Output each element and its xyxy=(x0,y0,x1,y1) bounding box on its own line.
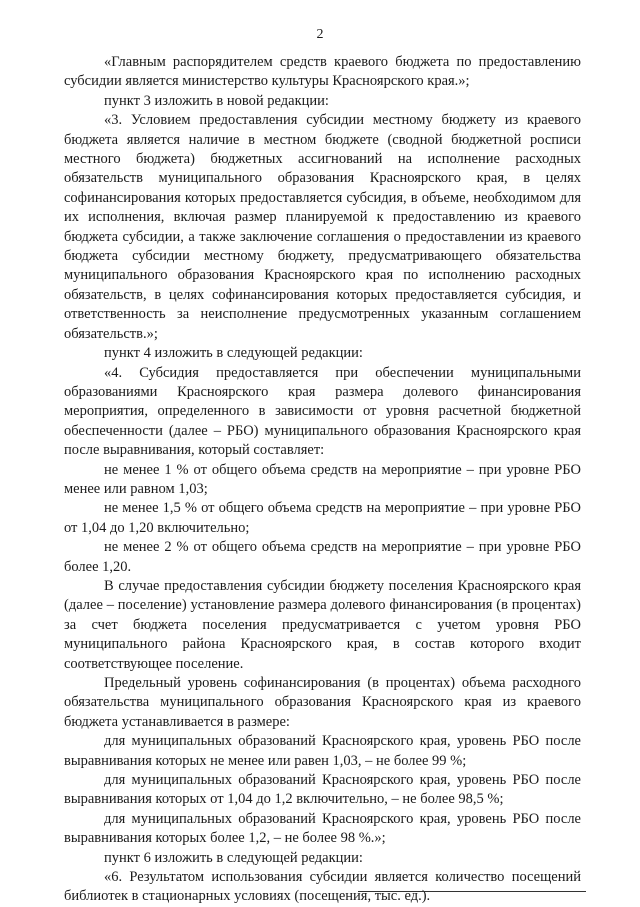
paragraph-point-3-text: «3. Условием предоставления субсидии местному бюджету из краевого бюджета является наличие в местном бюджете (сводной бюджетной росписи местного бюджета) бюджетных ассигнований на исполнение расходных обязательств муниципального образования Красноярского края, в целях софинансирования которых предоставляется субсидия, в объеме, необходимом для их исполнения, включая размер планируемой к предоставлению из краевого бюджета субсидии, а также заключение соглашения о предоставлении из краевого бюджета субсидии местному бюджету, предусматривающего обязательства муниципального образования Красноярского края по исполнению расходных обязательств, в целях софинансирования которых предоставляется субсидия, и ответственность за неисполнение предусмотренных указанным соглашением обязательств.»; xyxy=(64,112,581,342)
paragraph-share-1-5-percent: не менее 1,5 % от общего объема средств на мероприятие – при уровне РБО от 1,04 до 1,20 включительно; xyxy=(64,500,581,536)
paragraph-limit-98-percent: для муниципальных образований Красноярского края, уровень РБО после выравнивания которых более 1,2, – не более 98 %.»; xyxy=(64,810,581,847)
document-body xyxy=(64,53,581,907)
paragraph-share-1-percent: не менее 1 % от общего объема средств на мероприятие – при уровне РБО менее или равном 1,03; xyxy=(64,461,581,497)
paragraph-main-administrator: «Главным распорядителем средств краевого бюджета по предоставлению субсидии является министерство культуры Красноярского края.»; xyxy=(64,54,581,90)
paragraph-share-2-percent: не менее 2 % от общего объема средств на мероприятие – при уровне РБО более 1,20. xyxy=(64,539,581,575)
paragraph-limit-99-percent: для муниципальных образований Красноярского края, уровень РБО после выравнивания которых не менее или равен 1,03, – не более 99 %; xyxy=(64,733,581,769)
paragraph-point-4-text: «4. Субсидия предоставляется при обеспечении муниципальными образованиями Красноярского края размера долевого финансирования мероприятия, определенного в зависимости от уровня расчетной бюджетной обеспеченности (далее – РБО) муниципального образования Красноярского края после выравнивания, который составляет: xyxy=(64,364,581,459)
paragraph-cofinancing-limit: Предельный уровень софинансирования (в процентах) объема расходного обязательства муниципального образования Красноярского края из краевого бюджета устанавливается в размере: xyxy=(64,675,581,730)
paragraph-point-3-intro: пункт 3 изложить в новой редакции: xyxy=(104,92,329,109)
footer-rule xyxy=(358,891,586,892)
paragraph-limit-98-5-percent: для муниципальных образований Красноярского края, уровень РБО после выравнивания которых от 1,04 до 1,2 включительно, – не более 98,5 %; xyxy=(64,772,581,808)
paragraph-settlement-case: В случае предоставления субсидии бюджету поселения Красноярского края (далее – поселение) установление размера долевого финансирования (в процентах) за счет бюджета поселения предусматривается с учетом уровня РБО муниципального района Красноярского края, в состав которого входит соответствующее поселение. xyxy=(64,577,581,672)
paragraph-point-6-text: «6. Результатом использования субсидии является количество посещений библиотек в стационарных условиях (посещения, тыс. ед.). xyxy=(64,869,581,905)
page-number: 2 xyxy=(316,27,324,42)
paragraph-point-6-intro: пункт 6 изложить в следующей редакции: xyxy=(104,849,363,866)
paragraph-point-4-intro: пункт 4 изложить в следующей редакции: xyxy=(104,345,363,362)
